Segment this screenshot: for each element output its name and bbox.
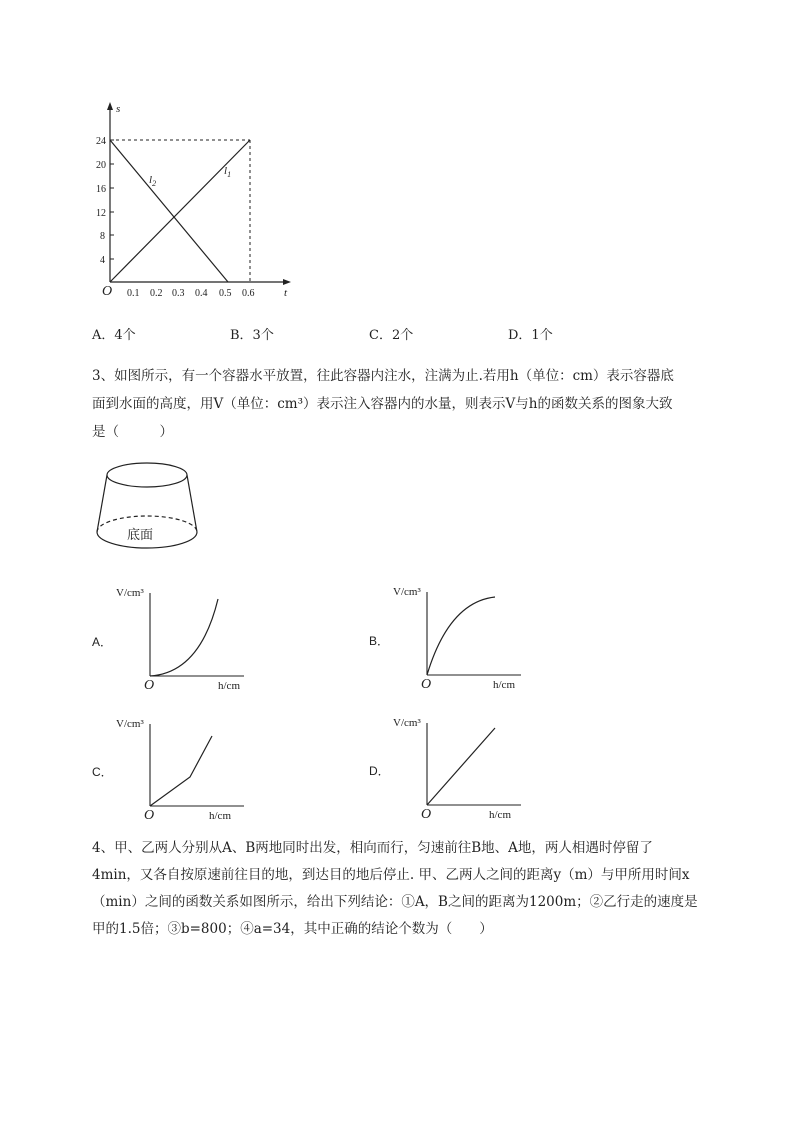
x-tick: 0.1 (127, 288, 140, 299)
q4-line: 4min，又各自按原速前往目的地，到达目的地后停止. 甲、乙两人之间的距离y（m）与甲所用时间x (92, 867, 690, 883)
y-ticks (96, 136, 114, 266)
x-ticks (127, 288, 255, 299)
q3-line: 3、如图所示，有一个容器水平放置，往此容器内注水，注满为止.若用h（单位：cm）表示容器底 (92, 368, 674, 384)
x-tick: 0.3 (172, 288, 185, 299)
q2-option-b: B．3个 (230, 328, 274, 343)
container-figure (94, 458, 200, 558)
q2-option-c: C．2个 (369, 328, 414, 343)
graph-d (389, 713, 529, 823)
origin-label: O (102, 284, 113, 299)
st-graph (95, 98, 305, 303)
graph-c-y-label: V/cm³ (116, 718, 144, 730)
l2-label: $l_2$ (149, 174, 157, 188)
graph-c-polyline (150, 736, 212, 806)
graph-c-origin: O (144, 808, 155, 823)
y-tick: 16 (96, 184, 106, 195)
q3-line: 面到水面的高度，用V（单位：cm³）表示注入容器内的水量，则表示V与h的函数关系的图象大致 (92, 396, 673, 412)
q4-text (92, 835, 732, 943)
container-base-label: 底面 (127, 528, 154, 543)
y-tick: 4 (100, 255, 105, 266)
graph-b (389, 582, 529, 692)
graph-d-y-label: V/cm³ (393, 717, 421, 729)
q2-option-d: D．1个 (508, 328, 553, 343)
graph-b-origin: O (421, 677, 432, 692)
graph-a-curve (150, 599, 218, 676)
y-tick: 12 (96, 208, 106, 219)
line-l1 (110, 140, 250, 282)
graph-c (112, 714, 252, 824)
graph-a-origin: O (144, 678, 155, 693)
graph-b-x-label: h/cm (493, 679, 515, 691)
graph-b-y-label: V/cm³ (393, 586, 421, 598)
x-tick: 0.6 (242, 288, 255, 299)
q3-option-a-label: A． (92, 635, 113, 649)
graph-d-origin: O (421, 807, 432, 822)
q4-line: 4、甲、乙两人分别从A、B两地同时出发，相向而行，匀速前往B地、A地，两人相遇时停留了 (92, 840, 653, 856)
line-l2 (110, 140, 228, 282)
y-tick: 24 (96, 136, 106, 147)
q3-line: 是（ ） (92, 424, 173, 440)
graph-c-x-label: h/cm (209, 810, 231, 822)
x-tick: 0.5 (219, 288, 232, 299)
graph-b-curve (427, 597, 495, 675)
q3-text (92, 362, 732, 446)
x-tick: 0.2 (150, 288, 163, 299)
y-axis-label: s (116, 103, 121, 115)
y-tick: 20 (96, 160, 106, 171)
graph-a (112, 583, 252, 693)
q3-option-d-label: D． (369, 764, 390, 778)
q4-line: （min）之间的函数关系如图所示，给出下列结论：①A，B之间的距离为1200m；②乙行走的速度是 (92, 894, 698, 910)
x-axis-label: t (284, 287, 288, 299)
graph-a-x-label: h/cm (218, 680, 240, 692)
q4-line: 甲的1.5倍；③b=800；④a=34，其中正确的结论个数为（ ） (92, 921, 493, 937)
q3-option-c-label: C． (92, 765, 113, 779)
l1-label: $l_1$ (224, 165, 232, 179)
y-tick: 8 (100, 231, 105, 242)
q3-option-b-label: B． (369, 634, 390, 648)
graph-d-line (427, 728, 495, 805)
x-tick: 0.4 (195, 288, 208, 299)
graph-d-x-label: h/cm (489, 809, 511, 821)
graph-a-y-label: V/cm³ (116, 587, 144, 599)
q2-option-a: A．4个 (92, 328, 136, 343)
